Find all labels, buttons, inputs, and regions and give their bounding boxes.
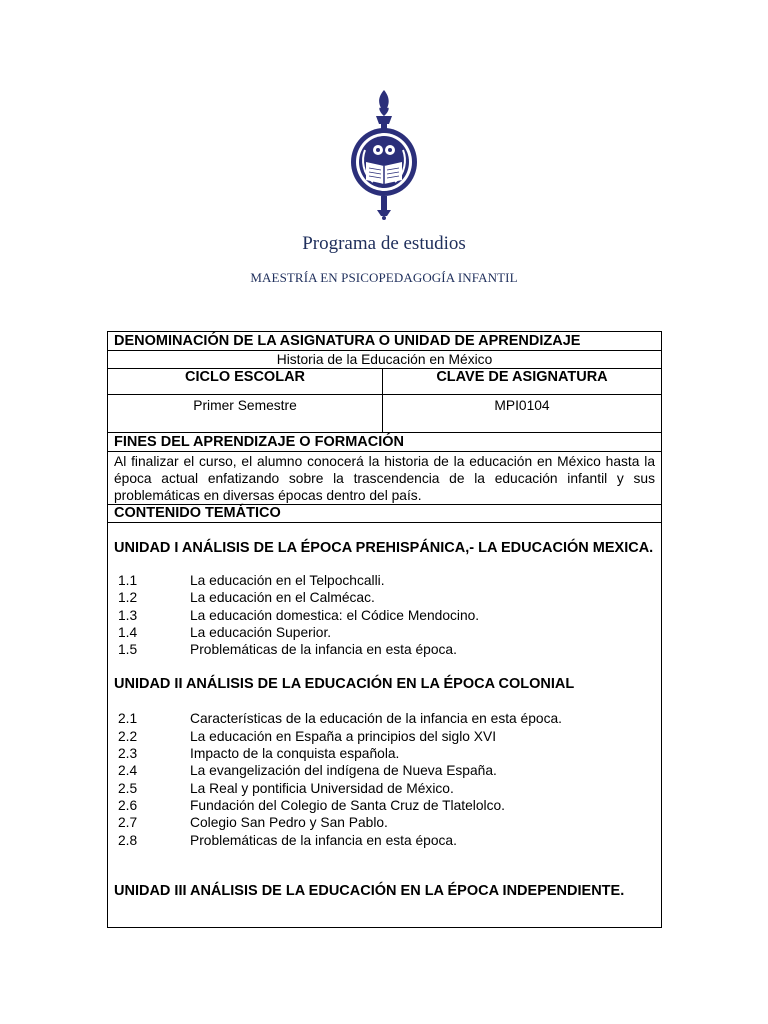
table-row [108, 351, 662, 369]
institution-logo [343, 88, 425, 220]
item-text: La educación en el Telpochcalli. [190, 573, 385, 588]
unidad-1-title: UNIDAD I ANÁLISIS DE LA ÉPOCA PREHISPÁNICA,- LA EDUCACIÓN MEXICA. [114, 540, 654, 556]
item-text: Fundación del Colegio de Santa Cruz de Tlatelolco. [190, 797, 505, 813]
item-text: La educación en España a principios del siglo XVI [190, 728, 497, 744]
table-row [108, 452, 662, 505]
seal-icon [343, 88, 425, 220]
list-item [114, 797, 655, 814]
item-number: 2.2 [118, 728, 138, 744]
item-text: La educación Superior. [190, 624, 332, 640]
list-item [114, 814, 655, 831]
unidad-3-title: UNIDAD III ANÁLISIS DE LA EDUCACIÓN EN LA ÉPOCA INDEPENDIENTE. [114, 882, 625, 899]
item-number: 1.1 [118, 573, 138, 588]
asignatura-value: Historia de la Educación en México [108, 351, 662, 369]
list-item [114, 710, 655, 727]
contenido-label: CONTENIDO TEMÁTICO [108, 505, 662, 523]
ciclo-label: CICLO ESCOLAR [108, 369, 383, 395]
program-table [107, 331, 662, 928]
item-text: Problemáticas de la infancia en esta época. [190, 832, 457, 848]
item-text: La educación domestica: el Códice Mendocino. [190, 607, 480, 623]
table-row [108, 332, 662, 351]
item-number: 2.7 [118, 815, 138, 831]
item-number: 1.4 [118, 624, 138, 640]
clave-value: MPI0104 [383, 395, 662, 433]
item-number: 2.8 [118, 832, 138, 848]
list-item [114, 589, 655, 606]
item-number: 2.3 [118, 746, 138, 762]
table-row [108, 523, 662, 928]
item-number: 2.6 [118, 797, 138, 813]
list-item [114, 728, 655, 745]
table-row [108, 433, 662, 452]
item-number: 1.3 [118, 607, 138, 623]
list-item [114, 624, 655, 641]
item-text: Impacto de la conquista española. [190, 746, 400, 762]
item-text: Problemáticas de la infancia en esta época. [190, 642, 457, 658]
table-row [108, 395, 662, 433]
item-text: Características de la educación de la infancia en esta época. [190, 711, 562, 727]
list-item [114, 745, 655, 762]
item-text: La evangelización del indígena de Nueva España. [190, 763, 497, 779]
item-text: Colegio San Pedro y San Pablo. [190, 815, 388, 831]
list-item [114, 762, 655, 779]
item-text: La Real y pontificia Universidad de México. [190, 780, 454, 796]
table-row [108, 369, 662, 395]
item-number: 1.2 [118, 590, 138, 606]
ciclo-value: Primer Semestre [108, 395, 383, 433]
clave-label: CLAVE DE ASIGNATURA [383, 369, 662, 395]
unidad-2-list [114, 710, 655, 848]
table-row [108, 505, 662, 523]
contenido-tematico [108, 523, 662, 928]
fines-text: Al finalizar el curso, el alumno conocerá la historia de la educación en México hasta la época actual enfatizando sobre la trascendencia de la educación infantil y sus problemáticas en diversas épocas dentro del país. [108, 452, 662, 505]
item-number: 2.5 [118, 780, 138, 796]
program-subtitle: MAESTRÍA EN PSICOPEDAGOGÍA INFANTIL [250, 270, 518, 285]
item-number: 1.5 [118, 642, 138, 658]
denominacion-label: DENOMINACIÓN DE LA ASIGNATURA O UNIDAD DE APRENDIZAJE [108, 332, 662, 351]
item-text: La educación en el Calmécac. [190, 590, 375, 606]
list-item [114, 572, 655, 589]
page-title: Programa de estudios [302, 233, 466, 254]
item-number: 2.4 [118, 763, 138, 779]
list-item [114, 780, 655, 797]
list-item [114, 607, 655, 624]
list-item [114, 641, 655, 658]
unidad-2-title: UNIDAD II ANÁLISIS DE LA EDUCACIÓN EN LA ÉPOCA COLONIAL [114, 676, 575, 693]
unidad-1-list [114, 572, 655, 658]
list-item [114, 832, 655, 849]
item-number: 2.1 [118, 711, 138, 727]
fines-label: FINES DEL APRENDIZAJE O FORMACIÓN [108, 433, 662, 452]
